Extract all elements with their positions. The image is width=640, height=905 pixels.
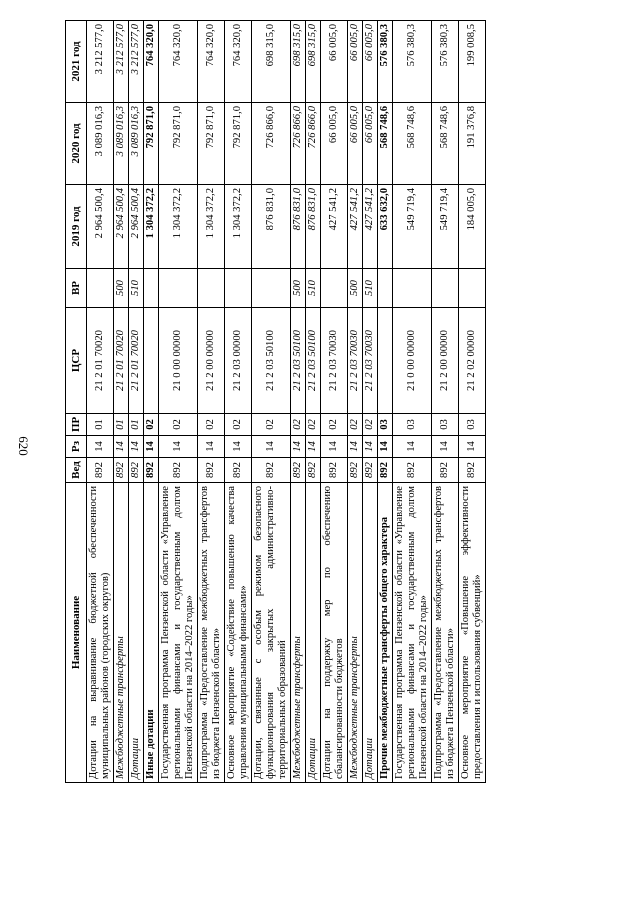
row-2019: 2 964 500,4 [129, 185, 144, 269]
row-rz: 14 [159, 436, 198, 458]
row-2019: 1 304 372,2 [159, 185, 198, 269]
row-vr [225, 269, 252, 308]
row-pr: 02 [321, 414, 348, 436]
table-row [393, 21, 432, 783]
row-rz: 14 [87, 436, 114, 458]
row-pr: 02 [363, 414, 378, 436]
row-pr: 02 [159, 414, 198, 436]
row-2021: 576 380,3 [378, 21, 393, 103]
row-2021: 698 315,0 [252, 21, 291, 103]
row-csr [378, 308, 393, 414]
row-vr: 500 [114, 269, 129, 308]
row-pr: 02 [144, 414, 159, 436]
row-ved: 892 [129, 458, 144, 483]
row-rz: 14 [378, 436, 393, 458]
row-2021: 576 380,3 [393, 21, 432, 103]
row-csr: 21 2 03 70030 [363, 308, 378, 414]
row-name: Дотации на поддержку мер по обеспечению сбалансированности бюджетов [321, 483, 348, 783]
row-name: Подпрограмма «Предоставление межбюджетных трансфертов из бюджета Пензенской области» [198, 483, 225, 783]
row-2021: 764 320,0 [198, 21, 225, 103]
row-2020: 3 089 016,3 [87, 103, 114, 185]
row-ved: 892 [378, 458, 393, 483]
table-row [225, 21, 252, 783]
row-pr: 02 [252, 414, 291, 436]
row-ved: 892 [225, 458, 252, 483]
row-name: Межбюджетные трансферты [291, 483, 306, 783]
row-2021: 764 320,0 [159, 21, 198, 103]
budget-table [65, 20, 486, 783]
row-ved: 892 [432, 458, 459, 483]
row-2021: 764 320,0 [225, 21, 252, 103]
row-ved: 892 [144, 458, 159, 483]
row-2019: 2 964 500,4 [114, 185, 129, 269]
table-row [459, 21, 486, 783]
table-row [252, 21, 291, 783]
row-ved: 892 [291, 458, 306, 483]
row-rz: 14 [225, 436, 252, 458]
row-rz: 14 [432, 436, 459, 458]
table-row [144, 21, 159, 783]
page-number: 620 [16, 436, 31, 456]
row-ved: 892 [348, 458, 363, 483]
row-2020: 726 866,0 [291, 103, 306, 185]
table-row [129, 21, 144, 783]
row-2020: 792 871,0 [225, 103, 252, 185]
row-2020: 726 866,0 [306, 103, 321, 185]
row-2020: 792 871,0 [198, 103, 225, 185]
header-ved: Вед [66, 458, 87, 483]
row-csr: 21 2 01 70020 [129, 308, 144, 414]
table-row [432, 21, 459, 783]
table-row [159, 21, 198, 783]
row-2019: 1 304 372,2 [144, 185, 159, 269]
row-rz: 14 [363, 436, 378, 458]
row-rz: 14 [393, 436, 432, 458]
row-pr: 01 [114, 414, 129, 436]
table-row [114, 21, 129, 783]
row-2021: 66 005,0 [363, 21, 378, 103]
row-2019: 876 831,0 [291, 185, 306, 269]
row-2020: 568 748,6 [393, 103, 432, 185]
row-vr [198, 269, 225, 308]
row-vr [159, 269, 198, 308]
table-row [363, 21, 378, 783]
row-name: Межбюджетные трансферты [348, 483, 363, 783]
row-ved: 892 [87, 458, 114, 483]
row-2019: 2 964 500,4 [87, 185, 114, 269]
row-2021: 3 212 577,0 [87, 21, 114, 103]
header-2019: 2019 год [66, 185, 87, 269]
row-name: Государственная программа Пензенской области «Управление региональными финансами и государственным долгом Пензенской области на 2014–2022 годы» [159, 483, 198, 783]
row-ved: 892 [393, 458, 432, 483]
row-vr [144, 269, 159, 308]
row-ved: 892 [363, 458, 378, 483]
row-ved: 892 [198, 458, 225, 483]
row-csr: 21 2 01 70020 [87, 308, 114, 414]
table-row [87, 21, 114, 783]
row-vr: 510 [306, 269, 321, 308]
row-2019: 427 541,2 [363, 185, 378, 269]
row-2021: 66 005,0 [321, 21, 348, 103]
row-name: Дотации [363, 483, 378, 783]
row-2020: 3 089 016,3 [114, 103, 129, 185]
table-header-row [66, 21, 87, 783]
row-2019: 1 304 372,2 [198, 185, 225, 269]
row-2021: 764 320,0 [144, 21, 159, 103]
row-pr: 02 [225, 414, 252, 436]
header-rz: Рз [66, 436, 87, 458]
row-csr: 21 2 03 50100 [291, 308, 306, 414]
row-2020: 191 376,8 [459, 103, 486, 185]
row-2019: 549 719,4 [393, 185, 432, 269]
row-pr: 03 [459, 414, 486, 436]
row-2020: 568 748,6 [378, 103, 393, 185]
row-2021: 3 212 577,0 [129, 21, 144, 103]
row-csr: 21 2 00 00000 [198, 308, 225, 414]
row-2020: 568 748,6 [432, 103, 459, 185]
row-2019: 427 541,2 [321, 185, 348, 269]
header-vr: ВР [66, 269, 87, 308]
row-2020: 792 871,0 [144, 103, 159, 185]
row-rz: 14 [252, 436, 291, 458]
row-2019: 184 005,0 [459, 185, 486, 269]
table-row [378, 21, 393, 783]
row-rz: 14 [459, 436, 486, 458]
row-csr: 21 2 03 70030 [321, 308, 348, 414]
row-pr: 01 [129, 414, 144, 436]
row-rz: 14 [306, 436, 321, 458]
row-pr: 02 [348, 414, 363, 436]
row-pr: 02 [291, 414, 306, 436]
row-2021: 66 005,0 [348, 21, 363, 103]
row-2020: 726 866,0 [252, 103, 291, 185]
row-ved: 892 [321, 458, 348, 483]
row-name: Межбюджетные трансферты [114, 483, 129, 783]
row-pr: 03 [378, 414, 393, 436]
row-vr [87, 269, 114, 308]
row-vr [459, 269, 486, 308]
row-csr: 21 2 01 70020 [114, 308, 129, 414]
row-vr: 500 [291, 269, 306, 308]
row-ved: 892 [252, 458, 291, 483]
row-vr [252, 269, 291, 308]
row-2021: 3 212 577,0 [114, 21, 129, 103]
row-ved: 892 [114, 458, 129, 483]
row-rz: 14 [348, 436, 363, 458]
row-rz: 14 [144, 436, 159, 458]
row-ved: 892 [306, 458, 321, 483]
row-pr: 02 [306, 414, 321, 436]
rotated-budget-table-container [65, 21, 605, 783]
header-2021: 2021 год [66, 21, 87, 103]
row-rz: 14 [198, 436, 225, 458]
row-2020: 66 005,0 [321, 103, 348, 185]
table-row [198, 21, 225, 783]
row-vr: 510 [129, 269, 144, 308]
row-ved: 892 [159, 458, 198, 483]
row-2020: 3 089 016,3 [129, 103, 144, 185]
row-ved: 892 [459, 458, 486, 483]
table-row [291, 21, 306, 783]
row-2021: 698 315,0 [306, 21, 321, 103]
row-name: Дотации [306, 483, 321, 783]
row-vr [378, 269, 393, 308]
row-pr: 03 [432, 414, 459, 436]
row-name: Подпрограмма «Предоставление межбюджетных трансфертов из бюджета Пензенской области» [432, 483, 459, 783]
table-row [306, 21, 321, 783]
row-2020: 66 005,0 [363, 103, 378, 185]
row-rz: 14 [321, 436, 348, 458]
row-2019: 1 304 372,2 [225, 185, 252, 269]
row-2019: 427 541,2 [348, 185, 363, 269]
row-name: Основное мероприятие «Содействие повышению качества управления муниципальными финансами» [225, 483, 252, 783]
row-vr: 510 [363, 269, 378, 308]
row-csr [144, 308, 159, 414]
row-pr: 01 [87, 414, 114, 436]
row-csr: 21 0 00 00000 [393, 308, 432, 414]
row-name: Государственная программа Пензенской области «Управление региональными финансами и государственным долгом Пензенской области на 2014–2022 годы» [393, 483, 432, 783]
row-vr [321, 269, 348, 308]
row-rz: 14 [129, 436, 144, 458]
row-2021: 199 008,5 [459, 21, 486, 103]
row-2021: 576 380,3 [432, 21, 459, 103]
row-name: Основное мероприятие «Повышение эффективности предоставления и использования субвенций» [459, 483, 486, 783]
row-csr: 21 0 00 00000 [159, 308, 198, 414]
row-rz: 14 [291, 436, 306, 458]
header-2020: 2020 год [66, 103, 87, 185]
header-pr: ПР [66, 414, 87, 436]
header-name: Наименование [66, 483, 87, 783]
row-rz: 14 [114, 436, 129, 458]
row-vr [432, 269, 459, 308]
row-csr: 21 2 03 50100 [252, 308, 291, 414]
header-csr: ЦСР [66, 308, 87, 414]
row-csr: 21 2 00 00000 [432, 308, 459, 414]
row-vr: 500 [348, 269, 363, 308]
table-row [348, 21, 363, 783]
row-vr [393, 269, 432, 308]
row-2019: 633 632,0 [378, 185, 393, 269]
row-csr: 21 2 03 00000 [225, 308, 252, 414]
row-name: Прочие межбюджетные трансферты общего характера [378, 483, 393, 783]
row-2019: 876 831,0 [252, 185, 291, 269]
table-row [321, 21, 348, 783]
row-name: Дотации, связанные с особым режимом безопасного функционирования закрытых административно-территориальных образований [252, 483, 291, 783]
row-2019: 876 831,0 [306, 185, 321, 269]
row-name: Дотации [129, 483, 144, 783]
row-name: Дотации на выравнивание бюджетной обеспеченности муниципальных районов (городских округов) [87, 483, 114, 783]
row-csr: 21 2 03 70030 [348, 308, 363, 414]
row-2020: 792 871,0 [159, 103, 198, 185]
row-2019: 549 719,4 [432, 185, 459, 269]
row-pr: 02 [198, 414, 225, 436]
row-csr: 21 2 02 00000 [459, 308, 486, 414]
row-pr: 03 [393, 414, 432, 436]
row-name: Иные дотации [144, 483, 159, 783]
row-2020: 66 005,0 [348, 103, 363, 185]
row-csr: 21 2 03 50100 [306, 308, 321, 414]
row-2021: 698 315,0 [291, 21, 306, 103]
